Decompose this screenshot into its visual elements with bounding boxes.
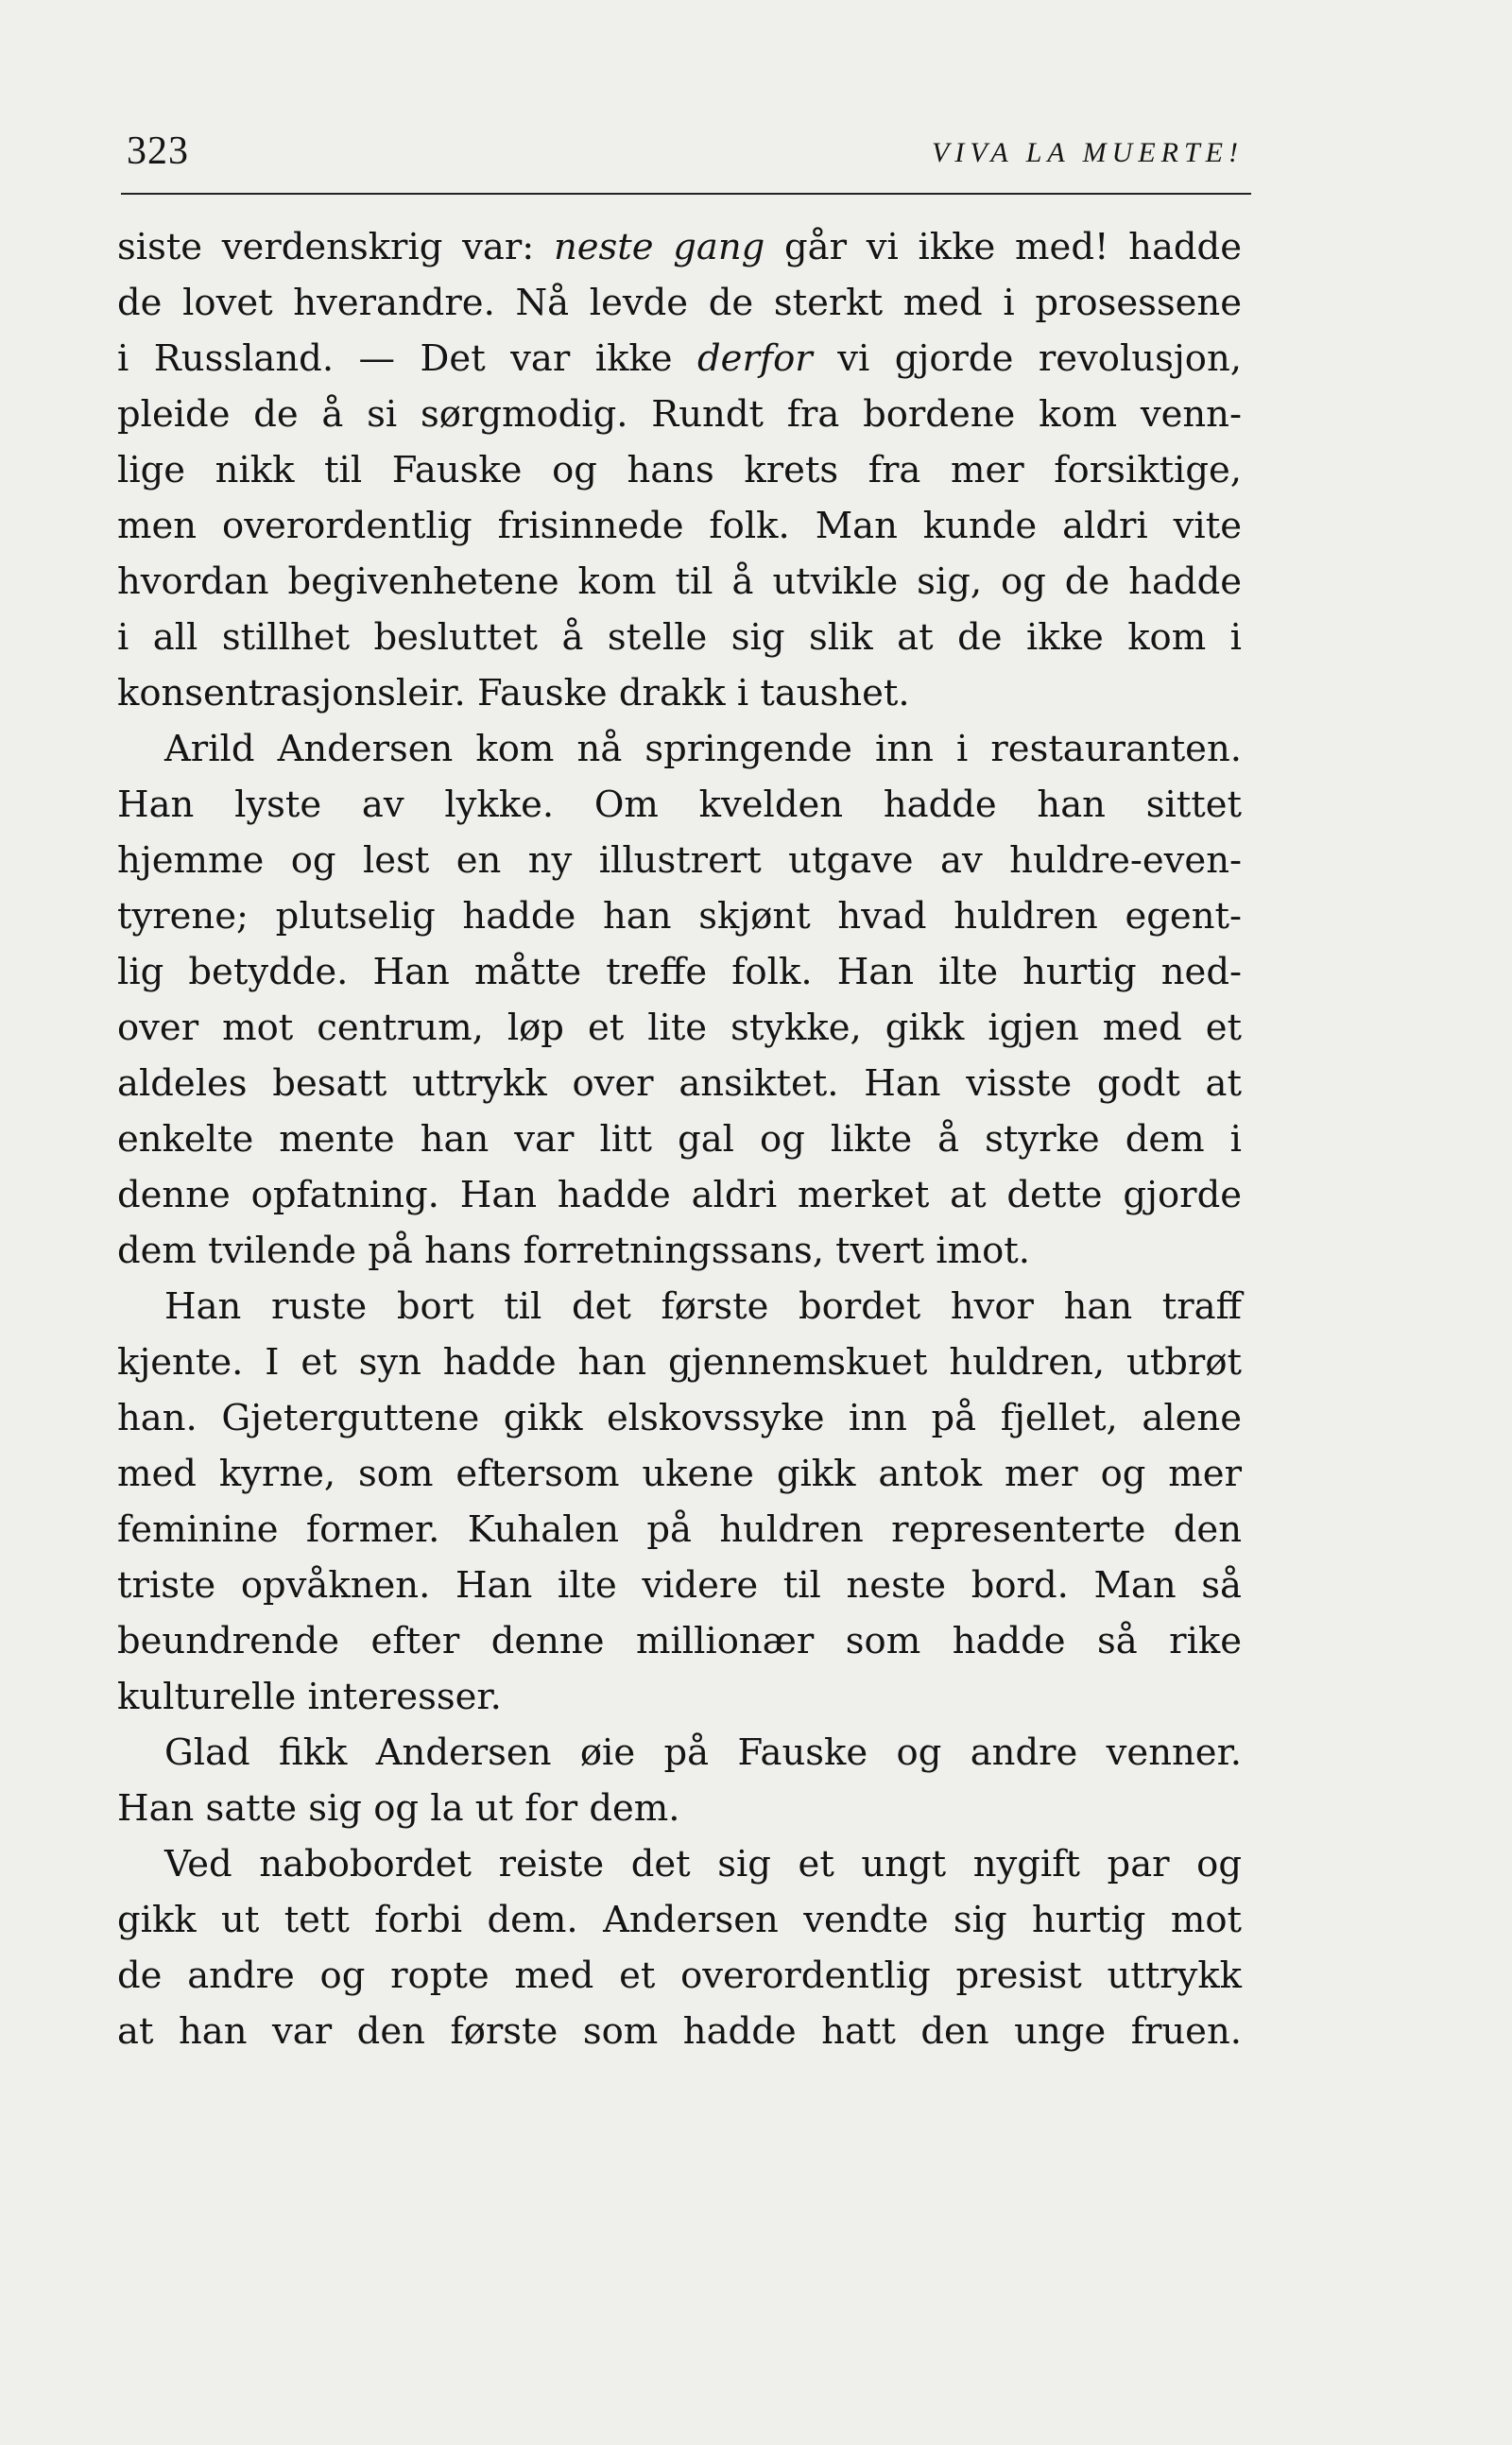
text-line: konsentrasjonsleir. Fauske drakk i taushet. <box>117 672 910 715</box>
page-number: 323 <box>127 129 189 173</box>
text-line: denne opfatning. Han hadde aldri merket at dette gjorde <box>117 1174 1242 1216</box>
text-line: kjente. I et syn hadde han gjennemskuet huldren, utbrøt <box>117 1341 1242 1384</box>
text-line: tyrene; plutselig hadde han skjønt hvad huldren egent- <box>117 895 1242 938</box>
text-line: i all stillhet besluttet å stelle sig slik at de ikke kom i <box>117 616 1242 659</box>
text-line: gikk ut tett forbi dem. Andersen vendte sig hurtig mot <box>117 1899 1242 1941</box>
text-line: siste verdenskrig var: neste gang går vi ikke med! hadde <box>117 226 1242 268</box>
text-line: enkelte mente han var litt gal og likte å styrke dem i <box>117 1118 1242 1161</box>
text-line: Ved nabobordet reiste det sig et ungt nygift par og <box>164 1843 1242 1885</box>
text-line: hvordan begivenhetene kom til å utvikle sig, og de hadde <box>117 560 1242 603</box>
running-title: VIVA LA MUERTE! <box>932 137 1244 168</box>
text-line: kulturelle interesser. <box>117 1676 502 1718</box>
text-line: han. Gjeterguttene gikk elskovssyke inn på fjellet, alene <box>117 1397 1242 1439</box>
text-line: aldeles besatt uttrykk over ansiktet. Han visste godt at <box>117 1062 1242 1105</box>
text-line: Arild Andersen kom nå springende inn i restauranten. <box>164 728 1242 770</box>
text-line: de andre og ropte med et overordentlig presist uttrykk <box>117 1954 1242 1997</box>
text-line: med kyrne, som eftersom ukene gikk antok mer og mer <box>117 1453 1242 1495</box>
text-line: pleide de å si sørgmodig. Rundt fra bordene kom venn- <box>117 393 1242 436</box>
text-line: Glad fikk Andersen øie på Fauske og andre venner. <box>164 1731 1242 1774</box>
text-line: feminine former. Kuhalen på huldren representerte den <box>117 1508 1242 1551</box>
text-line: i Russland. — Det var ikke derfor vi gjorde revolusjon, <box>117 337 1242 380</box>
text-line: Han lyste av lykke. Om kvelden hadde han sittet <box>117 783 1242 826</box>
text-line: hjemme og lest en ny illustrert utgave av huldre-even- <box>117 839 1242 882</box>
text-line: lig betydde. Han måtte treffe folk. Han ilte hurtig ned- <box>117 951 1242 993</box>
text-line: over mot centrum, løp et lite stykke, gikk igjen med et <box>117 1007 1242 1049</box>
text-line: beundrende efter denne millionær som hadde så rike <box>117 1620 1242 1662</box>
text-line: de lovet hverandre. Nå levde de sterkt med i prosessene <box>117 282 1242 324</box>
text-line: triste opvåknen. Han ilte videre til neste bord. Man så <box>117 1564 1242 1607</box>
text-line: lige nikk til Fauske og hans krets fra mer forsiktige, <box>117 449 1242 491</box>
page-header <box>121 121 1251 195</box>
text-line: Han satte sig og la ut for dem. <box>117 1787 680 1830</box>
text-line: men overordentlig frisinnede folk. Man kunde aldri vite <box>117 505 1242 547</box>
text-line: at han var den første som hadde hatt den unge fruen. <box>117 2010 1242 2053</box>
text-line: Han ruste bort til det første bordet hvor han traff <box>164 1285 1242 1328</box>
text-line: dem tvilende på hans forretningssans, tvert imot. <box>117 1230 1031 1272</box>
body-text <box>117 219 1242 2059</box>
